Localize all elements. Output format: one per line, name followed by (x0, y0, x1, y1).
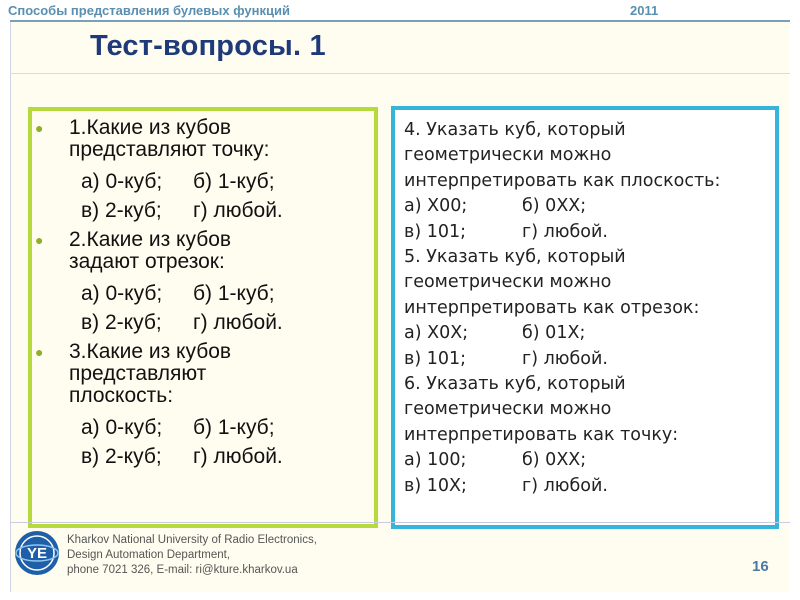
footer-line-3: phone 7021 326, E-mail: ri@kture.kharkov.ua (67, 564, 298, 576)
header-year: 2011 (630, 3, 659, 18)
question-3 (32, 341, 374, 407)
bullet-icon: ● (35, 120, 44, 136)
question-line: геометрически можно (404, 272, 612, 293)
question-line: 1.Какие из кубов (69, 116, 232, 139)
option: а) 0-куб; (81, 170, 163, 193)
question-line: 5. Указать куб, который (404, 247, 626, 268)
question-2 (32, 229, 374, 273)
option-row (32, 442, 374, 471)
question-5 (404, 245, 720, 372)
option: б) 01X; (522, 323, 586, 344)
option-row (32, 167, 374, 196)
question-line: 4. Указать куб, который (404, 120, 626, 140)
question-line: 3.Какие из кубов (69, 340, 232, 363)
slide-title: Тест-вопросы. 1 (90, 30, 326, 62)
question-6 (404, 372, 720, 499)
option: а) 0-куб; (81, 282, 163, 305)
question-line: геометрически можно (404, 145, 612, 166)
question-line: 2.Какие из кубов (69, 228, 232, 251)
question-line: интерпретировать как точку: (404, 424, 679, 445)
option: в) 2-куб; (81, 199, 162, 222)
option-row (404, 474, 720, 499)
header-divider (10, 20, 790, 22)
option-row (32, 413, 374, 442)
footer-contact (67, 533, 317, 578)
header-title: Способы представления булевых функций (8, 3, 290, 18)
footer-line-2: Design Automation Department, (67, 549, 231, 561)
option: а) X00; (404, 196, 468, 217)
option: г) любой. (522, 348, 608, 369)
question-line: задают отрезок: (69, 250, 225, 273)
option-row (32, 308, 374, 337)
option-row (32, 279, 374, 308)
option-row (404, 220, 720, 245)
question-line: представляют (69, 362, 207, 385)
option-row (404, 194, 720, 219)
option: б) 0XX; (522, 450, 587, 471)
option: г) любой. (193, 311, 283, 334)
bullet-icon: ● (35, 232, 44, 248)
option: в) 101; (404, 221, 467, 242)
question-line: интерпретировать как плоскость: (404, 170, 721, 191)
option: б) 1-куб; (193, 170, 275, 193)
question-1 (32, 117, 374, 161)
option-row (404, 347, 720, 372)
option-row (404, 321, 720, 346)
option: в) 2-куб; (81, 445, 162, 468)
option: в) 10X; (404, 475, 467, 496)
left-question-box (28, 107, 378, 528)
question-line: представляют точку: (69, 138, 270, 161)
option-row (32, 196, 374, 225)
option: г) любой. (193, 445, 283, 468)
option: а) 0-куб; (81, 416, 163, 439)
question-line: интерпретировать как отрезок: (404, 297, 700, 318)
question-line: плоскость: (69, 384, 174, 407)
option: б) 1-куб; (193, 282, 275, 305)
option: б) 0XX; (522, 196, 587, 217)
question-4 (404, 118, 720, 245)
option: б) 1-куб; (193, 416, 275, 439)
title-divider (10, 73, 790, 74)
question-line: геометрически можно (404, 399, 612, 420)
option: г) любой. (522, 475, 608, 496)
option: в) 101; (404, 348, 467, 369)
footer-divider (10, 522, 790, 523)
option: г) любой. (522, 221, 608, 242)
option-row (404, 448, 720, 473)
option: г) любой. (193, 199, 283, 222)
question-line: 6. Указать куб, который (404, 374, 626, 395)
right-question-box (391, 106, 779, 529)
option: а) 100; (404, 450, 467, 471)
page-number: 16 (752, 558, 769, 575)
footer-line-1: Kharkov National University of Radio Electronics, (67, 534, 317, 546)
university-logo-icon (13, 529, 61, 577)
bullet-icon: ● (35, 344, 44, 360)
option: в) 2-куб; (81, 311, 162, 334)
option: а) X0X; (404, 323, 469, 344)
logo-text: YE (26, 545, 48, 562)
